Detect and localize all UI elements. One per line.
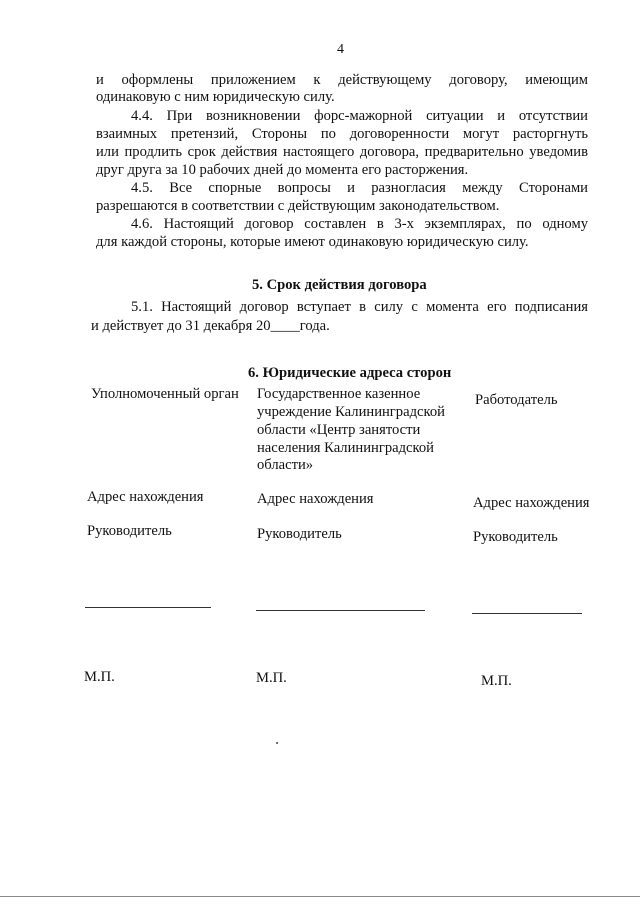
paragraph-line: 4.5. Все спорные вопросы и разногласия между Сторонами — [131, 180, 588, 196]
party-3-address-label: Адрес нахождения — [473, 495, 590, 511]
section-6-title: 6. Юридические адреса сторон — [248, 365, 452, 381]
party-2-stamp: М.П. — [256, 670, 287, 686]
paragraph-line: взаимных претензий, Стороны по договоренности могут расторгнуть — [96, 126, 588, 142]
party-2-name-line: области» — [257, 457, 314, 473]
page-number: 4 — [337, 42, 344, 57]
scan-speck — [276, 742, 278, 744]
party-2-name-line: Государственное казенное — [257, 386, 421, 402]
party-2-name-line: учреждение Калининградской — [257, 404, 445, 420]
page-bottom-edge — [0, 896, 640, 897]
party-2-name-line: населения Калининградской — [257, 440, 434, 456]
paragraph-line: 5.1. Настоящий договор вступает в силу с момента его подписания — [131, 299, 588, 315]
party-2-address-label: Адрес нахождения — [257, 491, 374, 507]
paragraph-line: разрешаются в соответствии с действующим законодательством. — [96, 198, 500, 214]
paragraph-line: и оформлены приложением к действующему договору, имеющим — [96, 72, 588, 88]
party-2-name-line: области «Центр занятости — [257, 422, 421, 438]
paragraph-line: 4.4. При возникновении форс-мажорной ситуации и отсутствии — [131, 108, 588, 124]
party-3-name: Работодатель — [475, 392, 558, 408]
paragraph-line: друг друга за 10 рабочих дней до момента его расторжения. — [96, 162, 469, 178]
party-3-signature-line — [472, 613, 582, 614]
paragraph-line: 4.6. Настоящий договор составлен в 3-х экземплярах, по одному — [131, 216, 588, 232]
party-3-head-label: Руководитель — [473, 529, 558, 545]
section-5-title: 5. Срок действия договора — [252, 277, 427, 293]
paragraph-line: для каждой стороны, которые имеют одинаковую юридическую силу. — [96, 234, 529, 250]
party-3-stamp: М.П. — [481, 673, 512, 689]
party-1-head-label: Руководитель — [87, 523, 172, 539]
party-2-head-label: Руководитель — [257, 526, 342, 542]
party-1-stamp: М.П. — [84, 669, 115, 685]
paragraph-line: и действует до 31 декабря 20____года. — [91, 318, 330, 334]
party-1-address-label: Адрес нахождения — [87, 489, 204, 505]
party-1-name: Уполномоченный орган — [91, 386, 239, 402]
party-2-signature-line — [256, 610, 425, 611]
paragraph-line: или продлить срок действия настоящего договора, предварительно уведомив — [96, 144, 588, 160]
party-1-signature-line — [85, 607, 211, 608]
paragraph-line: одинаковую с ним юридическую силу. — [96, 89, 335, 105]
